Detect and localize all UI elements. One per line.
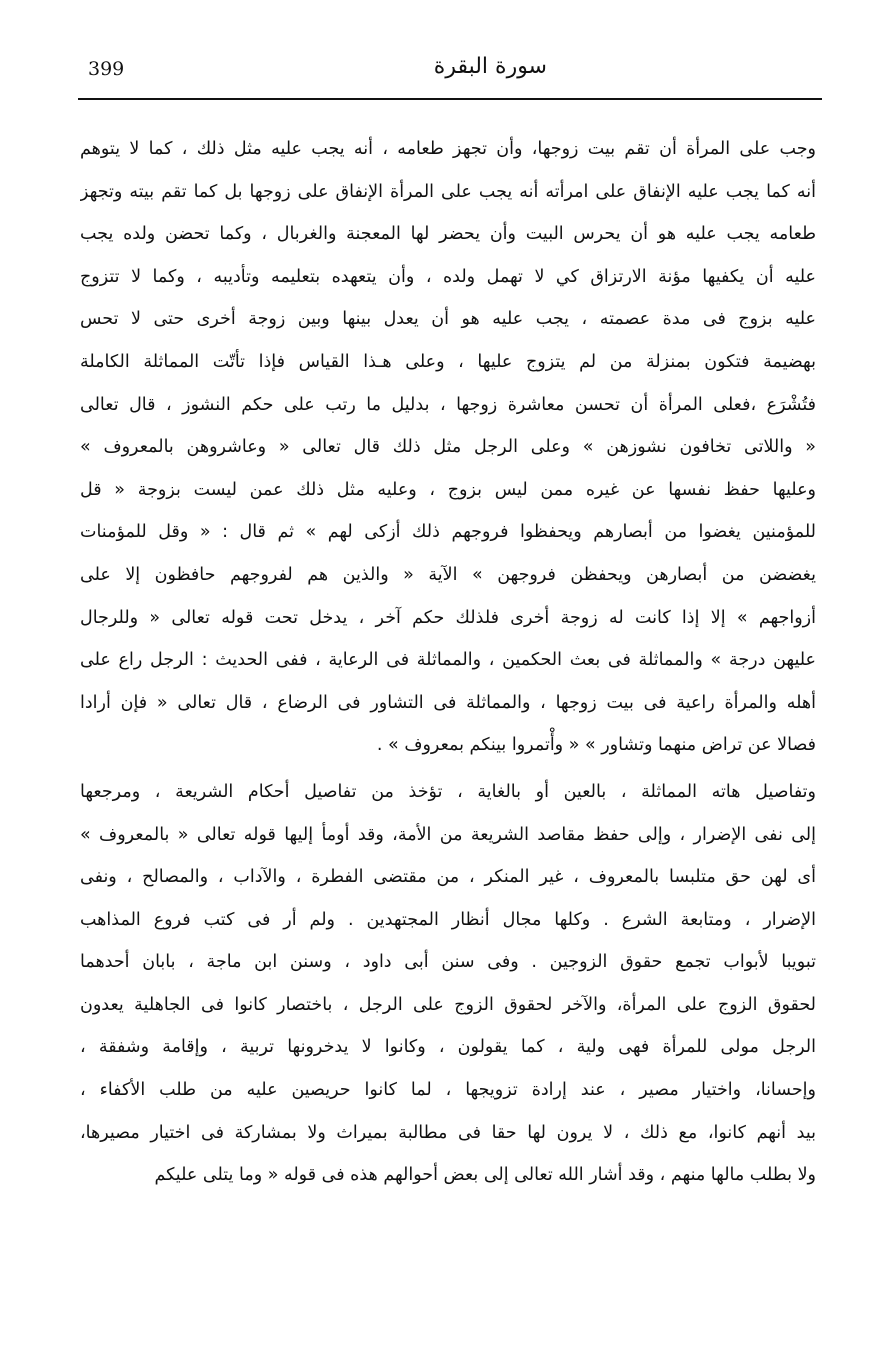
text-line: أهله والمرأة راعية فى بيت زوجها ، والمماثلة فى التشاور فى الرضاع ، قال تعالى « فإن أرادا	[80, 692, 816, 713]
text-line: أى لهن حق متلبسا بالمعروف ، غير المنكر ، من مقتضى الفطرة ، والآداب ، والمصالح ، ونفى	[80, 867, 816, 888]
text-line: أزواجهم » إلا إذا كانت له زوجة أخرى فلذلك حكم آخر ، يدخل تحت قوله تعالى « وللرجال	[80, 607, 816, 628]
text-line: وإحسانا، واختيار مصير ، عند إرادة تزويجها ، لما كانوا حريصين عليه من طلب الأكفاء ،	[80, 1080, 816, 1101]
text-line: أنه كما يجب عليه الإنفاق على امرأته أنه يجب على المرأة الإنفاق على زوجها بل كما تقم بيته وتجهز	[80, 181, 816, 202]
text-line: الإضرار ، ومتابعة الشرع . وكلها مجال أنظار المجتهدين . ولم أر فى كتب فروع المذاهب	[80, 909, 816, 930]
running-title: سورة البقرة	[433, 54, 547, 79]
text-line: وعليها حفظ نفسها عن غيره ممن ليس بزوج ، وعليه مثل ذلك عمن ليست بزوجة « قل	[80, 479, 816, 500]
paragraph	[80, 771, 816, 1197]
text-line: بيد أنهم كانوا، مع ذلك ، لا يرون لها حقا فى مطالبة بميراث ولا بمشاركة فى اختيار مصيرها،	[80, 1122, 816, 1143]
text-line: فتُشْرَع ،فعلى المرأة أن تحسن معاشرة زوجها ، بدليل ما رتب على حكم النشوز ، قال تعالى	[80, 394, 816, 415]
text-line: عليهن درجة » والمماثلة فى بعث الحكمين ، والمماثلة فى الرعاية ، ففى الحديث : الرجل راع على	[80, 650, 816, 671]
text-line: وجب على المرأة أن تقم بيت زوجها، وأن تجهز طعامه ، أنه يجب عليه مثل ذلك ، كما لا يتوهم	[80, 139, 816, 159]
text-line: « واللاتى تخافون نشوزهن » وعلى الرجل مثل ذلك قال تعالى « وعاشروهن بالمعروف »	[80, 437, 816, 458]
text-line: طعامه يجب عليه هو أن يحرس البيت وأن يحضر لها المعجنة والغربال ، وكما تحضن ولده يجب	[80, 224, 816, 245]
text-line: يغضضن من أبصارهن ويحفظن فروجهن » الآية « والذين هم لفروجهم حافظون إلا على	[80, 564, 816, 585]
text-line: فصالا عن تراض منهما وتشاور » « وأْتمروا بينكم بمعروف » .	[376, 735, 816, 756]
paragraph	[80, 128, 816, 767]
text-line: وتفاصيل هاته المماثلة ، بالعين أو بالغاية ، تؤخذ من تفاصيل أحكام الشريعة ، ومرجعها	[80, 781, 816, 802]
header-divider	[78, 98, 822, 100]
text-line: بهضيمة فتكون بمنزلة من لم يتزوج عليها ، وعلى هـذا القياس فإذا تأتّت المماثلة الكاملة	[80, 351, 816, 372]
page-number: 399	[88, 58, 125, 80]
text-line: إلى نفى الإضرار ، وإلى حفظ مقاصد الشريعة من الأمة، وقد أومأ إليها قوله تعالى « بالمعروف »	[80, 824, 816, 845]
text-line: لحقوق الزوج على المرأة، والآخر لحقوق الزوج على الرجل ، باختصار كانوا فى الجاهلية يعدون	[80, 994, 816, 1015]
text-line: عليه أن يكفيها مؤنة الارتزاق كي لا تهمل ولده ، وأن يتعهده بتعليمه وتأديبه ، وكما لا تتزوج	[80, 266, 816, 287]
text-line: الرجل مولى للمرأة فهى ولية ، كما يقولون ، وكانوا لا يدخرونها تربية ، وإقامة وشفقة ،	[80, 1037, 816, 1058]
page-header	[78, 52, 822, 96]
text-line: عليه بزوج فى مدة عصمته ، يجب عليه هو أن يعدل بينها وبين زوجة أخرى حتى لا تحس	[80, 309, 816, 330]
body-text	[80, 128, 816, 1197]
text-line: ولا بطلب مالها منهم ، وقد أشار الله تعالى إلى بعض أحوالهم هذه فى قوله « وما يتلى عليكم	[154, 1165, 816, 1186]
text-line: للمؤمنين يغضوا من أبصارهم ويحفظوا فروجهم ذلك أزكى لهم » ثم قال : « وقل للمؤمنات	[80, 522, 816, 543]
text-line: تبويبا لأبواب تجمع حقوق الزوجين . وفى سنن أبى داود ، وسنن ابن ماجة ، بابان أحدهما	[80, 952, 816, 973]
